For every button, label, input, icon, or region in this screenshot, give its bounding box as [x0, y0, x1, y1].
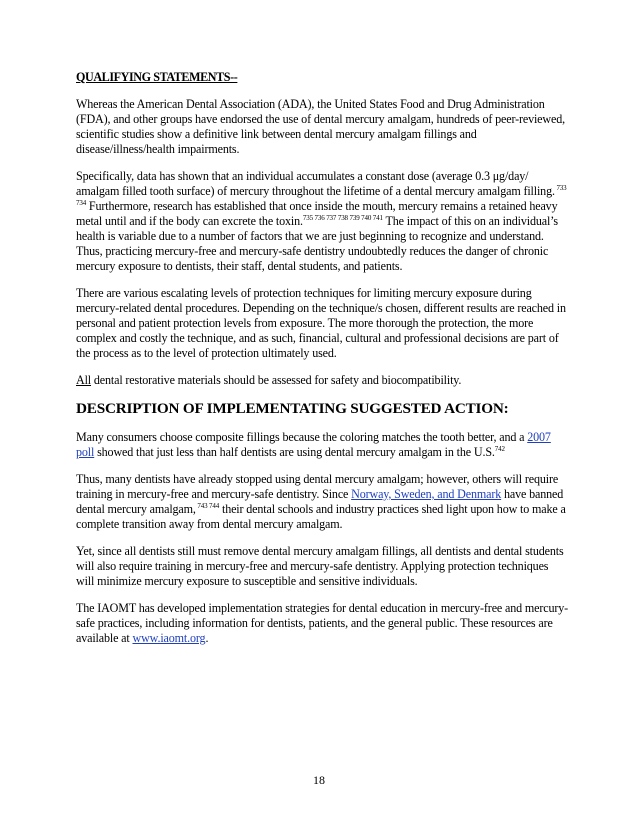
norway-sweden-denmark-link[interactable]: Norway, Sweden, and Denmark [351, 487, 502, 501]
iaomt-website-link[interactable]: www.iaomt.org [132, 631, 206, 645]
qualifying-p2-text-a: Specifically, data has shown that an individual accumulates a constant dose (average 0.3 μg/day/ amalgam filled tooth surface) of mercury throughout the lifetime of a dental mercury amalgam filling. [76, 169, 555, 198]
implementing-paragraph-2 [76, 472, 568, 532]
implementing-p2-text-c: their dental schools and industry practices shed light upon how to make a complete transition away from dental mercury amalgam. [76, 502, 566, 531]
implementing-p1-text-b: showed that just less than half dentists are using dental mercury amalgam in the U.S. [94, 445, 495, 459]
implementing-action-heading: DESCRIPTION OF IMPLEMENTATING SUGGESTED ACTION: [76, 400, 509, 417]
implementing-p4-text-b: . [205, 631, 209, 645]
implementing-p2-text-b: have banned dental mercury amalgam, [76, 487, 564, 516]
qualifying-paragraph-3: There are various escalating levels of protection techniques for limiting mercury exposure during mercury-related dental procedures. Depending on the technique/s chosen, different results are reached in personal and patient protection levels from exposure. The more thorough the protection, the more complex and costly the technique, and as such, financial, cultural and professional decisions are part of the process as to the level of protection ultimately used. [76, 286, 566, 360]
qualifying-p2-text-c: The impact of this on an individual’s health is variable due to a number of factors that we are just beginning to recognize and understand. Thus, practicing mercury-free and mercury-safe dentistry undoubtedly reduces the danger of chronic mercury exposure to dentists, their staff, dental students, and patients. [76, 214, 558, 273]
footnote-ref-735-741[interactable]: 735 736 737 738 739 740 741 [302, 214, 383, 222]
qualifying-paragraph-2 [76, 169, 568, 274]
page-number: 18 [313, 773, 325, 787]
footnote-ref-733-734[interactable]: 733 734 [76, 184, 567, 207]
emphasis-all: All [76, 373, 92, 387]
implementing-p2-text-a: Thus, many dentists have already stopped using dental mercury amalgam; however, others will require training in mercury-free and mercury-safe dentistry. Since [76, 472, 559, 501]
implementing-paragraph-1 [76, 430, 568, 460]
footnote-ref-743-744[interactable]: 743 744 [195, 502, 220, 510]
footnote-ref-742[interactable]: 742 [494, 445, 505, 453]
implementing-p4-text-a: The IAOMT has developed implementation strategies for dental education in mercury-free and mercury-safe practices, including information for dentists, patients, and the general public. These resources are available at [76, 601, 569, 645]
poll-2007-link[interactable]: 2007 poll [76, 430, 551, 459]
document-page [76, 70, 568, 658]
implementing-paragraph-4 [76, 601, 568, 646]
implementing-paragraph-3: Yet, since all dentists still must remove dental mercury amalgam fillings, all dentists and dental students will also require training in mercury-free and mercury-safe dentistry. Applying protection techniques will minimize mercury exposure to susceptible and sensitive individuals. [76, 544, 564, 588]
implementing-p1-text-a: Many consumers choose composite fillings because the coloring matches the tooth better, and a [76, 430, 528, 444]
qualifying-p4-rest: dental restorative materials should be assessed for safety and biocompatibility. [91, 373, 462, 387]
qualifying-paragraph-1: Whereas the American Dental Association (ADA), the United States Food and Drug Administration (FDA), and other groups have endorsed the use of dental mercury amalgam, hundreds of peer-reviewed, scientific studies show a definitive link between dental mercury amalgam fillings and disease/illness/health impairments. [76, 97, 565, 156]
qualifying-p2-text-b: Furthermore, research has established that once inside the mouth, mercury remains a retained heavy metal until and if the body can excrete the toxin. [76, 199, 558, 228]
qualifying-paragraph-4 [76, 373, 568, 388]
qualifying-statements-heading: QUALIFYING STATEMENTS-- [76, 70, 238, 84]
